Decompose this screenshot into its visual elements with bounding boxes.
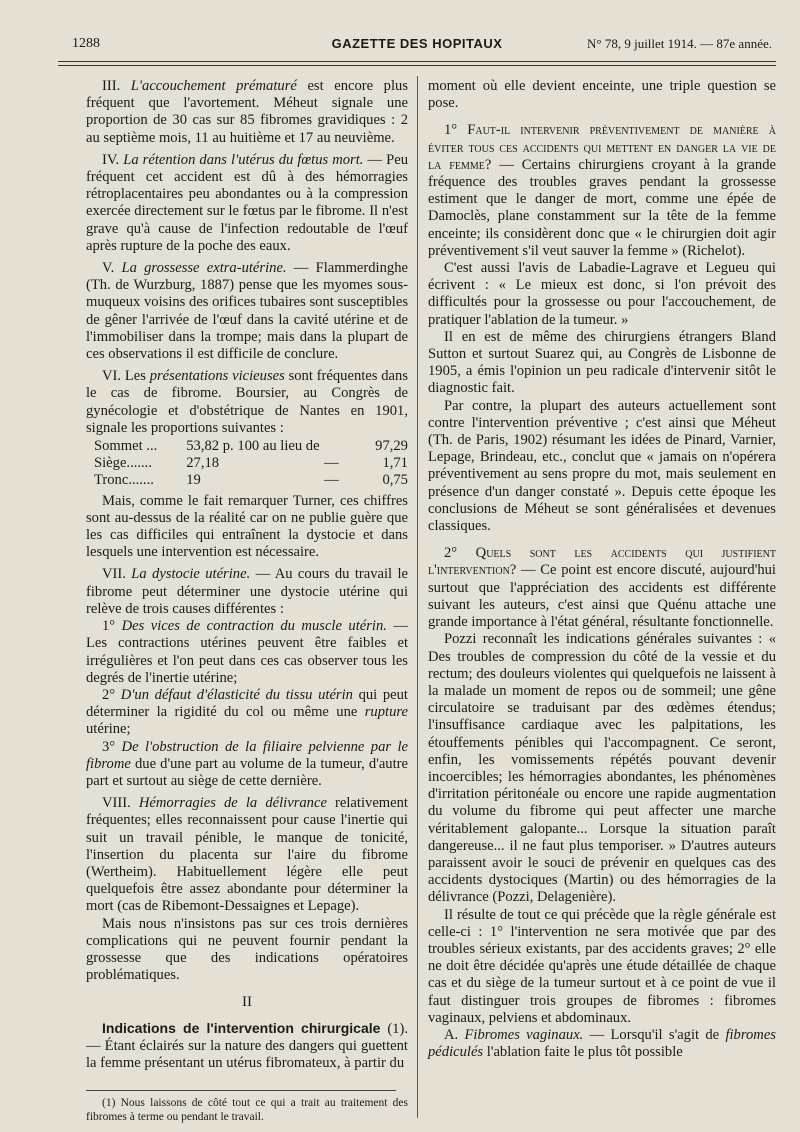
presentation-stats-table xyxy=(94,438,408,490)
stats-row: Sommet ... 53,82 p. 100 au lieu de 97,29 xyxy=(94,438,408,455)
paragraph-vii: VII. La dystocie utérine. — Au cours du travail le fibrome peut déterminer une dystocie utérine qui relève de trois causes différentes : xyxy=(86,566,409,617)
paragraph-labadie: C'est aussi l'avis de Labadie-Lagrave et Legueu qui écrivent : « Le mieux est donc, si l'on prévoit des difficultés pour la grossesse ou pour l'accouchement, de pratiquer l'ablation de la tumeur. » xyxy=(428,260,776,328)
stats-row: Tronc....... 19 — 0,75 xyxy=(94,472,408,489)
paragraph-par-contre: Par contre, la plupart des auteurs actuellement sont contre l'intervention préventive ; c'est ainsi que Méheut (Th. de Paris, 1902) résumant les idées de Pinard, Varnier, Lepage, Brindeau, etc., conclut que « jamais on n'opérera préventivement au sens propre du mot, mais seulement en présence d'un danger constaté ». Depuis cette époque les conclusions de Méheut se sont généralisées et devenues classiques. xyxy=(428,397,776,535)
paragraph-indications: Indications de l'intervention chirurgicale (1). — Étant éclairés sur la nature des dangers qui guettent la femme présentant un utérus fibromateux, à partir du xyxy=(86,1019,408,1071)
paragraph-vi: VI. Les présentations vicieuses sont fréquentes dans le cas de fibrome. Boursier, au Congrès de gynécologie et d'obstétrique de Nantes en 1901, signale les proportions suivantes : xyxy=(86,368,408,436)
stats-row: Siège....... 27,18 — 1,71 xyxy=(94,455,408,472)
left-column xyxy=(86,78,408,1124)
paragraph-iv: IV. La rétention dans l'utérus du fœtus mort. — Peu fréquent cet accident est dû à des hémorragies rétroplacentaires peu abondantes ou à la compression exercée directement sur le fœtus par le fibrome. Il n'est grave qu'à cause de l'infection redoutable de l'œuf après rupture de la poche des eaux. xyxy=(86,151,409,254)
paragraph-resultat: Il résulte de tout ce qui précède que la règle générale est celle-ci : 1° l'intervention ne sera motivée que par des troubles sérieux existants, par des accidents graves; 2° elle ne doit être décidée qu'après une étude détaillée de chaque cas et du siège de la tumeur surtout et à ce point de vue il faut distinguer trois groupes de fibromes : fibromes vaginaux, pelviens et abdominaux. xyxy=(428,906,776,1026)
paragraph-bland-sutton: Il en est de même des chirurgiens étrangers Bland Sutton et surtout Suarez qui, au Congrès de Lisbonne de 1905, a émis l'opinion un peu radicale d'intervenir sitôt le diagnostic fait. xyxy=(428,328,776,397)
paragraph-viii: VIII. Hémorragies de la délivrance relativement fréquentes; elles reconnaissent pour cause l'inertie qui suit un travail pénible, le manque de tonicité, l'insertion du placenta sur l'aire du fibrome (Wertheim). Habituellement légère elle peut quelquefois être assez abondante pour déterminer la mort (cas de Ribemont-Dessaignes et Lepage). xyxy=(86,795,408,915)
section-number: II xyxy=(242,994,252,1011)
column-divider xyxy=(417,76,418,1118)
paragraph-mais: Mais, comme le fait remarquer Turner, ces chiffres sont au-dessus de la réalité car on ne publie guère que les cas difficiles qui entraînent la dystocie et dans lesquels une intervention est nécessaire. xyxy=(86,492,408,561)
right-column xyxy=(428,78,776,1061)
journal-title: GAZETTE DES HOPITAUX xyxy=(331,36,503,51)
paragraph-cause-3: 3° De l'obstruction de la filiaire pelvienne par le fibrome due d'une part au volume de la tumeur, d'autre part et surtout au siège de cette dernière. xyxy=(86,738,408,789)
running-header xyxy=(58,34,776,58)
issue-info: N° 78, 9 juillet 1914. — 87e année. xyxy=(587,36,772,51)
paragraph-continuation: moment où elle devient enceinte, une triple question se pose. xyxy=(428,78,776,112)
paragraph-cause-1: 1° Des vices de contraction du muscle utérin. — Les contractions utérines peuvent être faibles et irrégulières et l'on peut dans ces cas observer tous les degrés de l'inertie utérine; xyxy=(86,618,408,686)
paragraph-v: V. La grossesse extra-utérine. — Flammerdinghe (Th. de Wurzburg, 1887) pense que les myomes sous-muqueux voisins des orifices tubaires sont susceptibles de gêner l'arrivée de l'œuf dans la cavité utérine et de l'immobiliser dans la trompe; mais dans la plupart de ces observations il est difficile de conclure. xyxy=(86,260,408,363)
paragraph-mais-2: Mais nous n'insistons pas sur ces trois dernières complications qui ne peuvent fournir pendant la grossesse que des indications opératoires problématiques. xyxy=(86,915,408,984)
page-number: 1288 xyxy=(72,36,100,51)
paragraph-cause-2: 2° D'un défaut d'élasticité du tissu utérin qui peut déterminer la rigidité du col ou même une rupture utérine; xyxy=(86,686,408,738)
paragraph-pozzi: Pozzi reconnaît les indications générales suivantes : « Des troubles de compression du côté de la vessie et du rectum; des douleurs violentes qui quelquefois ne laissent à la malade un moment de repos ou de sommeil; une gêne circulatoire se traduisant par des œdèmes étendus; l'insuffisance cardiaque avec les palpitations, les étouffements pénibles qui l'accompagnent. Ce seront, enfin, les vomissements répétés pouvant devenir incoercibles; les hémorragies abondantes, les phénomènes d'irritation péritonéale ou encore une rapide augmentation du volume du fibrome qui peut affecter une marche véritablement galopante... Lorsque la situation paraît dangereuse... il ne faut plus temporiser. » D'autres auteurs paraissent avoir le souci de prévenir en quelques cas des accidents dystociques (Martin) ou des hémorragies de la délivrance (Pozzi, Delagenière). xyxy=(428,631,776,906)
header-rule-thin xyxy=(58,65,776,66)
paragraph-question-2: 2° Quels sont les accidents qui justifient l'intervention? — Ce point est encore discuté, aujourd'hui surtout que l'appréciation des accidents est différente suivant les auteurs, c'est ainsi que Quénu attache une grande importance à l'état général, résultante fonctionnelle. xyxy=(428,545,776,631)
paragraph-iii: III. L'accouchement prématuré est encore plus fréquent que l'avortement. Méheut signale une proportion de 30 cas sur 85 fibromes gravidiques : 2 au septième mois, 11 au huitième et 17 au neuvième. xyxy=(86,78,408,146)
paragraph-question-1: 1° Faut-il intervenir préventivement de manière à éviter tous ces accidents qui mettent en danger la vie de la femme? — Certains chirurgiens croyant à la grande fréquence des troubles graves pendant la grossesse estiment que le danger de mort, comme une épée de Damoclès, plane constamment sur la tête de la femme enceinte; ils considèrent donc que « le chirurgien doit agir préventivement s'il veut sauver la femme » (Richelot). xyxy=(428,122,776,259)
footnote-rule xyxy=(86,1090,396,1091)
footnote: (1) Nous laissons de côté tout ce qui a trait au traitement des fibromes à terme ou pendant le travail. xyxy=(86,1097,408,1123)
paragraph-fibromes-vaginaux: A. Fibromes vaginaux. — Lorsqu'il s'agit de fibromes pédiculés l'ablation faite le plus tôt possible xyxy=(428,1026,776,1061)
header-rule xyxy=(58,61,776,62)
